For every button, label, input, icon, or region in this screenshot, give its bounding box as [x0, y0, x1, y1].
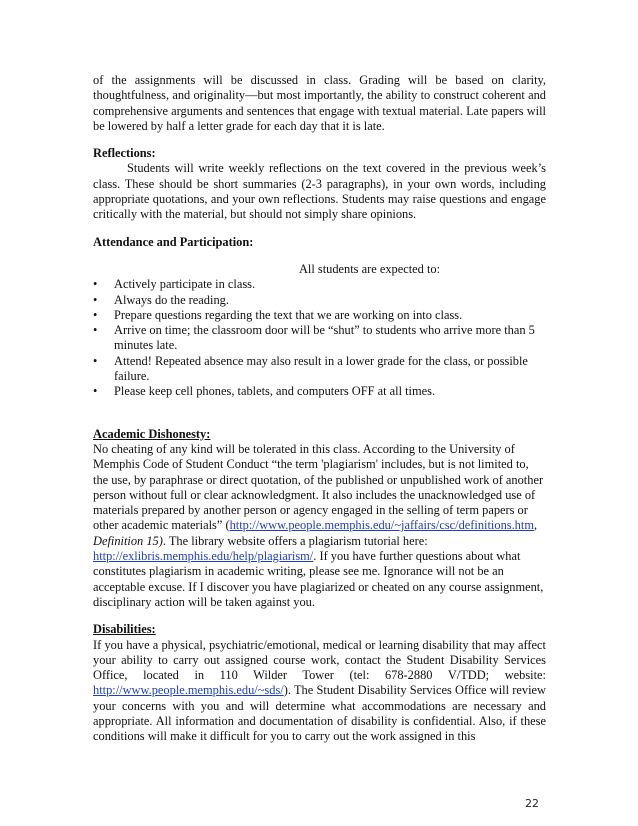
reflections-paragraph: Students will write weekly reflections on the text covered in the previous week’s class. These should be short summaries (2-3 paragraphs), in your own words, including appropriate quotations, and your own reflections. Students may raise questions and engage critically with the material, but should not simply share opinions.: [93, 161, 546, 222]
list-item: • Attend! Repeated absence may also result in a lower grade for the class, or possible failure.: [93, 353, 528, 384]
disability-services-link[interactable]: http://www.people.memphis.edu/~sds/: [93, 683, 284, 698]
disabilities-heading: Disabilities:: [93, 622, 156, 637]
bullet-icon: •: [93, 307, 98, 322]
list-item: • Always do the reading.: [93, 292, 229, 307]
list-item: • Prepare questions regarding the text that we are working on into class.: [93, 307, 463, 322]
dishonesty-paragraph: No cheating of any kind will be tolerated in this class. According to the University of Memphis Code of Student Conduct “the term 'plagiarism' includes, but is not limited to, the use, by paraphrase or direct quotation, of the published or unpublished work of another person without full or clear acknowledgment. It also includes the unacknowledged use of materials prepared by another person or agency engaged in the selling of term papers or other academic materials” (http://www.people.memphis.edu/~jaffairs/csc/definitions.htm, Definition 15). The library website offers a plagiarism tutorial here: http://exlibris.memphis.edu/help/plagiarism/. If you have further questions about what constitutes plagiarism in academic writing, please see me. Ignorance will not be an acceptable excuse. If I discover you have plagiarized or cheated on any course assignment, disciplinary action will be taken against you.: [93, 441, 544, 609]
bullet-icon: •: [93, 323, 98, 338]
code-of-conduct-link[interactable]: http://www.people.memphis.edu/~jaffairs/csc/definitions.htm: [229, 518, 534, 533]
attendance-lead: All students are expected to:: [298, 261, 441, 276]
list-item: • Please keep cell phones, tablets, and computers OFF at all times.: [93, 384, 436, 399]
dishonesty-heading: Academic Dishonesty:: [93, 426, 211, 441]
list-item: • Actively participate in class.: [93, 277, 256, 292]
plagiarism-tutorial-link[interactable]: http://exlibris.memphis.edu/help/plagiarism/: [93, 549, 314, 564]
bullet-icon: •: [93, 292, 98, 307]
intro-paragraph: of the assignments will be discussed in class. Grading will be based on clarity, thoughtfulness, and originality—but most importantly, the ability to construct coherent and comprehensive arguments and sentences that engage with textual material. Late papers will be lowered by half a letter grade for each day that it is late.: [93, 73, 546, 133]
attendance-list: [93, 277, 546, 399]
bullet-icon: •: [93, 384, 98, 399]
disabilities-paragraph: If you have a physical, psychiatric/emotional, medical or learning disability that may affect your ability to carry out assigned course work, contact the Student Disability Services Office, located in 110 Wilder Tower (tel: 678-2880 V/TDD; website: http://www.people.memphis.edu/~sds/). The Student Disability Services Office will review your concerns with you and will determine what accommodations are necessary and appropriate. All information and documentation of disability is confidential. Also, if these conditions will make it difficult for you to carry out the work assigned in this: [93, 637, 546, 744]
list-item: • Arrive on time; the classroom door will be “shut” to students who arrive more than 5 minutes late.: [93, 323, 535, 353]
attendance-heading: Attendance and Participation:: [93, 234, 254, 249]
reflections-heading: Reflections:: [93, 146, 156, 161]
document-page: [93, 73, 546, 745]
bullet-icon: •: [93, 277, 98, 292]
bullet-icon: •: [93, 353, 98, 368]
definition-reference: Definition 15): [93, 533, 163, 548]
page-number: 22: [525, 797, 539, 810]
